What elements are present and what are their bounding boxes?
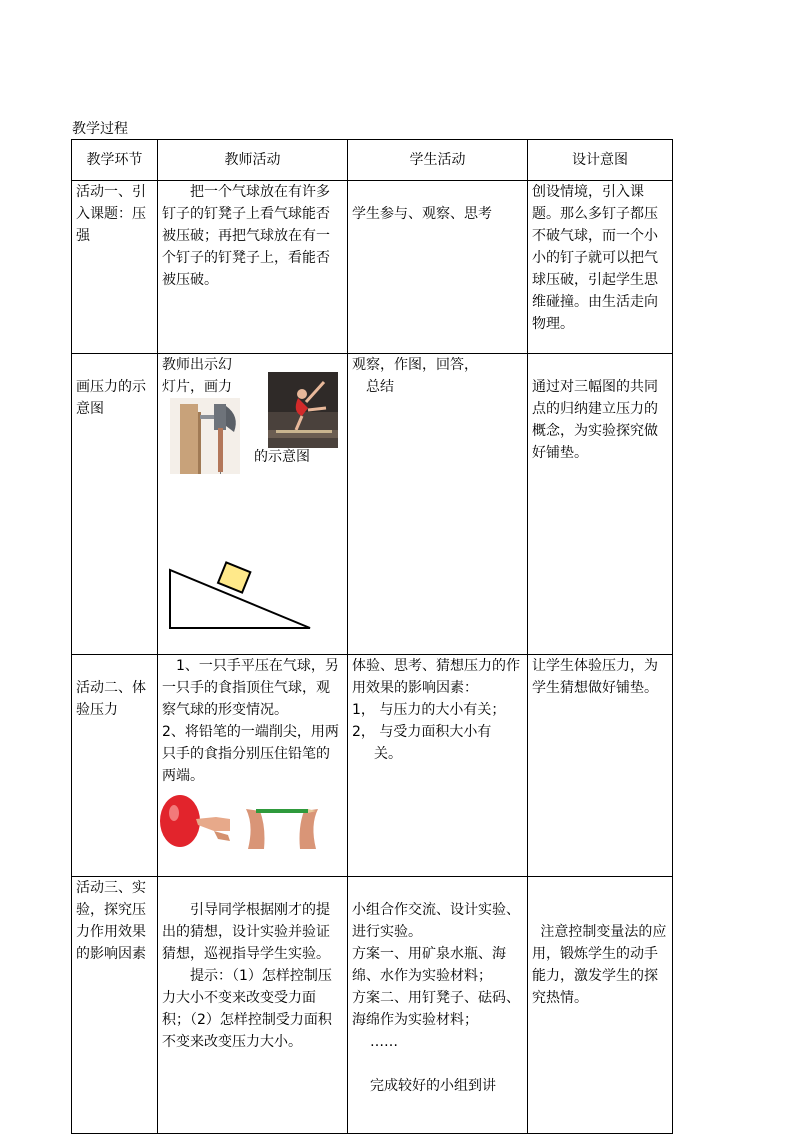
header-student: 学生活动 — [348, 140, 528, 181]
student-cell — [348, 877, 528, 1134]
intent-cell — [528, 877, 673, 1134]
hammer-nail-image — [170, 398, 240, 474]
student-paragraph-1: 体验、思考、猜想压力的作用效果的影响因素： — [352, 658, 520, 696]
teacher-line-1: 教师出示幻 — [162, 357, 232, 373]
student-paragraph-5: 完成较好的小组到讲 — [370, 1078, 496, 1094]
student-cell — [348, 354, 528, 655]
header-stage: 教学环节 — [72, 140, 158, 181]
intent-cell: 让学生体验压力，为学生猜想做好铺垫。 — [528, 655, 673, 877]
gymnast-image — [268, 372, 338, 448]
teacher-cell: 把一个气球放在有许多钉子的钉凳子上看气球能否被压破；再把气球放在有一个钉子的钉凳子上，看能否被压破。 — [158, 181, 348, 354]
table-header-row — [72, 140, 673, 181]
intent-text: 注意控制变量法的应用，锻炼学生的动手能力，激发学生的探究热情。 — [532, 924, 667, 1006]
table-row — [72, 655, 673, 877]
student-line-1: 观察，作图，回答， — [352, 357, 478, 373]
stage-cell: 活动二、体验压力 — [72, 655, 158, 877]
teacher-paragraph-2: 提示：（1）怎样控制压力大小不变来改变受力面积；（2）怎样控制受力面积不变来改变压力大小。 — [162, 968, 332, 1050]
stage-cell: 画压力的示意图 — [72, 354, 158, 655]
teacher-line-3: 的示意图 — [254, 449, 310, 465]
table-row — [72, 181, 673, 354]
student-line-2: 总结 — [366, 379, 394, 395]
stage-cell: 活动一、引入课题：压强 — [72, 181, 158, 354]
header-teacher: 教师活动 — [158, 140, 348, 181]
student-paragraph-1: 小组合作交流、设计实验、进行实验。 — [352, 902, 520, 940]
student-paragraph-4: …… — [370, 1034, 398, 1050]
student-item-2-cont: 关。 — [374, 746, 402, 762]
student-item-2: 2， 与受力面积大小有 — [352, 724, 492, 740]
student-paragraph-2: 方案一、用矿泉水瓶、海绵、水作为实验材料； — [352, 946, 506, 984]
student-item-1: 1， 与压力的大小有关； — [352, 702, 506, 718]
teacher-paragraph-1: 引导同学根据刚才的提出的猜想，设计实验并验证猜想，巡视指导学生实验。 — [162, 902, 330, 962]
teacher-cell — [158, 877, 348, 1134]
section-title: 教学过程 — [72, 121, 128, 137]
student-cell: 学生参与、观察、思考 — [348, 181, 528, 354]
intent-cell: 创设情境，引入课题。那么多钉子都压不破气球，而一个小小的钉子就可以把气球压破，引起学生思维碰撞。由生活走向物理。 — [528, 181, 673, 354]
table-row — [72, 877, 673, 1134]
incline-block-diagram — [168, 554, 313, 630]
teacher-line-2: 灯片，画力 — [162, 379, 232, 395]
stage-cell: 活动三、实验，探究压力作用效果的影响因素 — [72, 877, 158, 1134]
pencil-fingers-image — [242, 789, 322, 851]
header-intent: 设计意图 — [528, 140, 673, 181]
table-row — [72, 354, 673, 655]
teacher-paragraph-2: 2、将铅笔的一端削尖，用两只手的食指分别压住铅笔的两端。 — [162, 724, 339, 784]
teaching-process-table — [71, 139, 673, 1134]
intent-cell: 通过对三幅图的共同点的归纳建立压力的概念，为实验探究做好铺垫。 — [528, 354, 673, 655]
teacher-cell — [158, 655, 348, 877]
student-paragraph-3: 方案二、用钉凳子、砝码、海绵作为实验材料； — [352, 990, 520, 1028]
teacher-cell — [158, 354, 348, 655]
balloon-finger-image — [158, 789, 234, 851]
student-cell — [348, 655, 528, 877]
teacher-paragraph-1: 1、一只手平压在气球，另一只手的食指顶住气球，观察气球的形变情况。 — [162, 658, 339, 718]
